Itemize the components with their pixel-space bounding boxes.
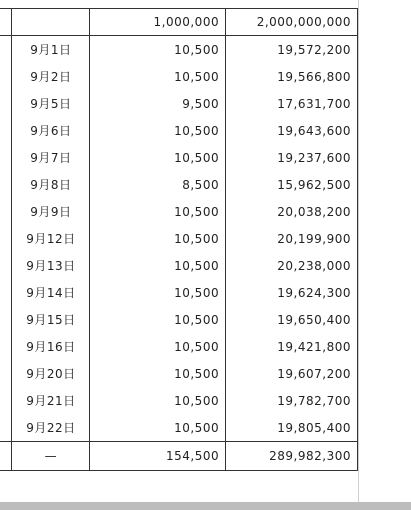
amount-cell: 20,038,200 (226, 198, 358, 225)
row-edge-cell (0, 63, 12, 90)
amount-cell: 20,199,900 (226, 225, 358, 252)
date-cell: 9月16日 (12, 333, 90, 360)
row-edge-cell (0, 333, 12, 360)
table-row (0, 333, 358, 360)
volume-cell: 10,500 (90, 333, 226, 360)
header-amount-cell: 2,000,000,000 (226, 9, 358, 36)
total-row (0, 442, 358, 471)
total-amount-cell: 289,982,300 (226, 442, 358, 471)
row-edge-cell (0, 36, 12, 64)
header-date-cell (12, 9, 90, 36)
header-volume-cell: 1,000,000 (90, 9, 226, 36)
volume-cell: 10,500 (90, 144, 226, 171)
amount-cell: 20,238,000 (226, 252, 358, 279)
amount-cell: 15,962,500 (226, 171, 358, 198)
row-edge-cell (0, 306, 12, 333)
date-cell: 9月13日 (12, 252, 90, 279)
table-row (0, 171, 358, 198)
trade-table (0, 8, 358, 471)
volume-cell: 10,500 (90, 63, 226, 90)
amount-cell: 19,643,600 (226, 117, 358, 144)
row-edge-cell (0, 9, 12, 36)
amount-cell: 19,650,400 (226, 306, 358, 333)
table-row (0, 90, 358, 117)
volume-cell: 10,500 (90, 225, 226, 252)
table-row (0, 360, 358, 387)
amount-cell: 17,631,700 (226, 90, 358, 117)
volume-cell: 10,500 (90, 306, 226, 333)
table-row (0, 225, 358, 252)
table-row (0, 198, 358, 225)
volume-cell: 10,500 (90, 36, 226, 64)
table-row (0, 144, 358, 171)
row-edge-cell (0, 90, 12, 117)
table-row (0, 36, 358, 64)
volume-cell: 10,500 (90, 360, 226, 387)
amount-cell: 19,607,200 (226, 360, 358, 387)
amount-cell: 19,566,800 (226, 63, 358, 90)
table-row (0, 63, 358, 90)
volume-cell: 9,500 (90, 90, 226, 117)
row-edge-cell (0, 442, 12, 471)
volume-cell: 8,500 (90, 171, 226, 198)
amount-cell: 19,237,600 (226, 144, 358, 171)
date-cell: 9月5日 (12, 90, 90, 117)
table-row (0, 306, 358, 333)
amount-cell: 19,572,200 (226, 36, 358, 64)
table-row (0, 414, 358, 442)
row-edge-cell (0, 360, 12, 387)
horizontal-scrollbar[interactable] (0, 502, 411, 510)
total-date-cell: — (12, 442, 90, 471)
volume-cell: 10,500 (90, 117, 226, 144)
date-cell: 9月15日 (12, 306, 90, 333)
date-cell: 9月22日 (12, 414, 90, 442)
row-edge-cell (0, 171, 12, 198)
volume-cell: 10,500 (90, 387, 226, 414)
row-edge-cell (0, 414, 12, 442)
date-cell: 9月21日 (12, 387, 90, 414)
date-cell: 9月6日 (12, 117, 90, 144)
table-row (0, 117, 358, 144)
right-margin (358, 0, 411, 510)
row-edge-cell (0, 225, 12, 252)
row-edge-cell (0, 279, 12, 306)
header-row (0, 9, 358, 36)
row-edge-cell (0, 252, 12, 279)
amount-cell: 19,421,800 (226, 333, 358, 360)
date-cell: 9月1日 (12, 36, 90, 64)
table-row (0, 387, 358, 414)
volume-cell: 10,500 (90, 414, 226, 442)
volume-cell: 10,500 (90, 252, 226, 279)
date-cell: 9月7日 (12, 144, 90, 171)
volume-cell: 10,500 (90, 198, 226, 225)
date-cell: 9月9日 (12, 198, 90, 225)
row-edge-cell (0, 387, 12, 414)
date-cell: 9月12日 (12, 225, 90, 252)
trade-table-body (0, 9, 358, 471)
amount-cell: 19,782,700 (226, 387, 358, 414)
table-row (0, 252, 358, 279)
row-edge-cell (0, 117, 12, 144)
date-cell: 9月20日 (12, 360, 90, 387)
table-row (0, 279, 358, 306)
date-cell: 9月2日 (12, 63, 90, 90)
row-edge-cell (0, 198, 12, 225)
amount-cell: 19,805,400 (226, 414, 358, 442)
date-cell: 9月14日 (12, 279, 90, 306)
total-volume-cell: 154,500 (90, 442, 226, 471)
amount-cell: 19,624,300 (226, 279, 358, 306)
row-edge-cell (0, 144, 12, 171)
date-cell: 9月8日 (12, 171, 90, 198)
volume-cell: 10,500 (90, 279, 226, 306)
